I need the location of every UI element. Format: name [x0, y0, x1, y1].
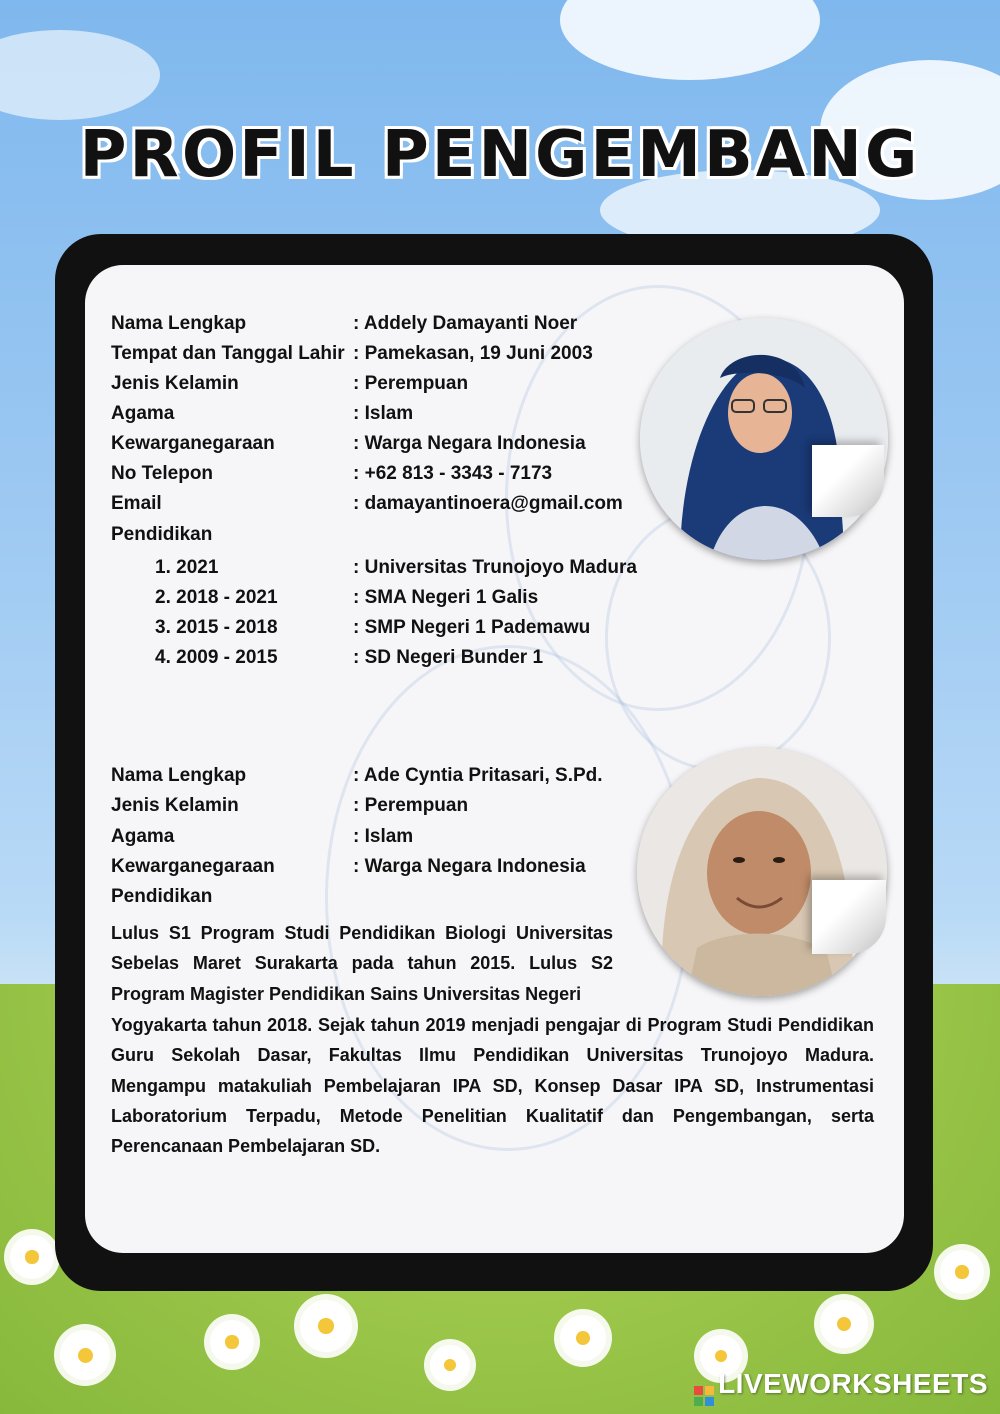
field-value: : Islam — [353, 403, 414, 424]
dev1-email-row — [111, 493, 623, 515]
field-label: Email — [111, 493, 162, 514]
dev1-name-row — [111, 313, 577, 335]
field-value: : Pamekasan, 19 Juni 2003 — [353, 343, 593, 364]
flower — [60, 1330, 110, 1380]
education-period: 4. 2009 - 2015 — [155, 647, 278, 668]
dev1-education-item — [111, 557, 637, 579]
dev1-photo-curl — [812, 445, 884, 517]
field-value: : Warga Negara Indonesia — [353, 856, 586, 877]
flower — [820, 1300, 868, 1348]
field-label: Kewarganegaraan — [111, 856, 275, 877]
education-school: : Universitas Trunojoyo Madura — [353, 557, 637, 578]
field-value: : Perempuan — [353, 795, 469, 816]
flower — [940, 1250, 984, 1294]
dev1-education-item — [111, 617, 590, 639]
field-value: : Warga Negara Indonesia — [353, 433, 586, 454]
field-value: : Islam — [353, 826, 414, 847]
field-label: Nama Lengkap — [111, 765, 247, 786]
flower — [210, 1320, 254, 1364]
dev1-education-item — [111, 647, 543, 669]
watermark-text: LIVEWORKSHEETS — [718, 1368, 988, 1399]
dev1-citizenship-row — [111, 433, 586, 455]
liveworksheets-icon — [694, 1386, 714, 1406]
page-title: PROFIL PENGEMBANG — [79, 118, 921, 192]
dev2-bio-continued: Yogyakarta tahun 2018. Sejak tahun 2019 menjadi pengajar di Program Studi Pendidikan Guru Sekolah Dasar, Fakultas Ilmu Pendidikan Universitas Trunojoyo Madura. Mengampu matakuliah Pembelajaran IPA SD, Konsep Dasar IPA SD, Instrumentasi Laboratorium Terpadu, Metode Penelitian Kualitatif dan Pengembangan, serta Perencanaan Pembelajaran SD. — [111, 1015, 874, 1157]
dev1-religion-row — [111, 403, 413, 425]
dev1-photo — [640, 318, 888, 560]
education-period: 2. 2018 - 2021 — [155, 587, 278, 608]
dev1-phone-row — [111, 463, 552, 485]
dev2-photo — [637, 748, 887, 996]
field-label: Agama — [111, 826, 175, 847]
flower — [560, 1315, 606, 1361]
education-period: 1. 2021 — [155, 557, 219, 578]
liveworksheets-logo — [694, 1368, 988, 1406]
education-school: : SMP Negeri 1 Pademawu — [353, 617, 591, 638]
flower — [300, 1300, 352, 1352]
field-value: : +62 813 - 3343 - 7173 — [353, 463, 553, 484]
dev2-gender-row — [111, 795, 468, 817]
dev2-bio-intro: Lulus S1 Program Studi Pendidikan Biologi Universitas Sebelas Maret Surakarta pada tahun 2015. Lulus S2 Program Magister Pendidikan Sains Universitas Negeri — [111, 923, 613, 1004]
dev2-citizenship-row — [111, 856, 586, 878]
field-value: : damayantinoera@gmail.com — [353, 493, 623, 514]
field-value: : Addely Damayanti Noer — [353, 313, 578, 334]
dev1-education-item — [111, 587, 538, 609]
field-label: Jenis Kelamin — [111, 373, 239, 394]
education-school: : SD Negeri Bunder 1 — [353, 647, 544, 668]
education-school: : SMA Negeri 1 Galis — [353, 587, 539, 608]
dev2-portrait-illustration — [637, 748, 887, 996]
flower — [10, 1235, 54, 1279]
dev2-education-heading: Pendidikan — [111, 886, 213, 907]
field-label: Jenis Kelamin — [111, 795, 239, 816]
education-period: 3. 2015 - 2018 — [155, 617, 278, 638]
field-label: Nama Lengkap — [111, 313, 247, 334]
field-value: : Perempuan — [353, 373, 469, 394]
field-value: : Ade Cyntia Pritasari, S.Pd. — [353, 765, 603, 786]
field-label: Tempat dan Tanggal Lahir — [111, 343, 345, 364]
dev2-name-row — [111, 765, 603, 787]
flower — [430, 1345, 470, 1385]
dev2-religion-row — [111, 826, 413, 848]
dev2-photo-curl — [812, 880, 886, 954]
dev1-education-heading: Pendidikan — [111, 524, 213, 545]
field-label: Kewarganegaraan — [111, 433, 275, 454]
dev1-portrait-illustration — [640, 318, 888, 560]
field-label: Agama — [111, 403, 175, 424]
dev1-gender-row — [111, 373, 468, 395]
field-label: No Telepon — [111, 463, 214, 484]
dev1-birth-row — [111, 343, 593, 365]
